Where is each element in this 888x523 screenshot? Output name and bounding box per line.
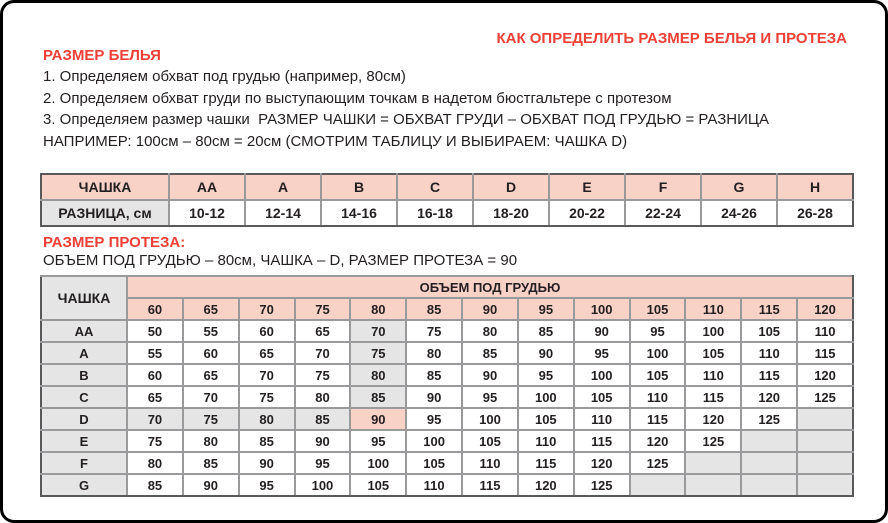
- difference-cell: 16-18: [397, 200, 473, 226]
- size-cell: 55: [127, 342, 183, 364]
- size-cell: 115: [685, 386, 741, 408]
- step-example: НАПРИМЕР: 100см – 80см = 20см (СМОТРИМ ТАБЛИЦУ И ВЫБИРАЕМ: ЧАШКА D): [43, 132, 628, 150]
- size-cell: 100: [630, 342, 686, 364]
- size-cell: 125: [685, 430, 741, 452]
- difference-cell: 14-16: [321, 200, 397, 226]
- size-cell: 65: [127, 386, 183, 408]
- volume-header-cell: 60: [127, 298, 183, 320]
- difference-cell: 26-28: [777, 200, 853, 226]
- size-cell: 80: [183, 430, 239, 452]
- size-cell: 110: [630, 386, 686, 408]
- cup-row-header: F: [41, 452, 127, 474]
- size-cell: 115: [741, 364, 797, 386]
- volume-header-cell: 70: [239, 298, 295, 320]
- size-cell: [741, 452, 797, 474]
- cup-header-label: ЧАШКА: [41, 174, 169, 200]
- step-2: 2. Определяем обхват груди по выступающим точкам в надетом бюстгальтере с протезом: [43, 89, 672, 107]
- size-cell: 85: [183, 452, 239, 474]
- difference-cell: 10-12: [169, 200, 245, 226]
- cup-difference-table: [40, 173, 854, 227]
- size-cell: 95: [295, 452, 351, 474]
- prosthesis-size-table: [40, 275, 854, 497]
- size-cell: 95: [518, 364, 574, 386]
- cup-row-header: A: [41, 342, 127, 364]
- table-row: [41, 386, 853, 408]
- size-cell: 100: [295, 474, 351, 496]
- size-cell: 85: [350, 386, 406, 408]
- cup-header-cell: D: [473, 174, 549, 200]
- size-cell: 80: [406, 342, 462, 364]
- size-cell: 105: [462, 430, 518, 452]
- difference-cell: 20-22: [549, 200, 625, 226]
- size-cell: 105: [574, 386, 630, 408]
- volume-header-cell: 110: [685, 298, 741, 320]
- size-cell: 115: [630, 408, 686, 430]
- size-cell: 105: [518, 408, 574, 430]
- size-cell: 75: [295, 364, 351, 386]
- size-cell: 65: [183, 364, 239, 386]
- cup-row-header: D: [41, 408, 127, 430]
- size-cell: 80: [462, 320, 518, 342]
- size-cell: 70: [239, 364, 295, 386]
- size-cell: 60: [127, 364, 183, 386]
- cup-header-cell: B: [321, 174, 397, 200]
- size-cell: 80: [295, 386, 351, 408]
- size-cell: 70: [295, 342, 351, 364]
- size-cell: 60: [239, 320, 295, 342]
- size-cell: 110: [462, 452, 518, 474]
- size-cell: [685, 474, 741, 496]
- size-cell: 115: [797, 342, 853, 364]
- volume-header-cell: 115: [741, 298, 797, 320]
- table-row: [41, 320, 853, 342]
- size-cell: 80: [239, 408, 295, 430]
- step-1: 1. Определяем обхват под грудью (например, 80см): [43, 68, 406, 85]
- size-cell: 90: [406, 386, 462, 408]
- size-cell: 115: [518, 452, 574, 474]
- size-cell: 70: [350, 320, 406, 342]
- size-cell: 90: [183, 474, 239, 496]
- volume-header-cell: 65: [183, 298, 239, 320]
- table-row: [41, 342, 853, 364]
- size-cell: 100: [685, 320, 741, 342]
- cup-header-cell: E: [549, 174, 625, 200]
- page-title: КАК ОПРЕДЕЛИТЬ РАЗМЕР БЕЛЬЯ И ПРОТЕЗА: [496, 30, 847, 47]
- size-cell: 90: [350, 408, 406, 430]
- size-cell: 95: [630, 320, 686, 342]
- size-cell: 100: [462, 408, 518, 430]
- cup-header-row: [41, 174, 853, 200]
- size-cell: 100: [350, 452, 406, 474]
- size-cell: 120: [797, 364, 853, 386]
- cup-header-cell: C: [397, 174, 473, 200]
- size-cell: 125: [630, 452, 686, 474]
- size-cell: 110: [518, 430, 574, 452]
- size-cell: 120: [574, 452, 630, 474]
- size-cell: 110: [797, 320, 853, 342]
- size-cell: 65: [239, 342, 295, 364]
- size-cell: 90: [462, 364, 518, 386]
- size-cell: 105: [685, 342, 741, 364]
- size-cell: 70: [183, 386, 239, 408]
- size-cell: 95: [239, 474, 295, 496]
- cup-row-header: E: [41, 430, 127, 452]
- volume-header-cell: 100: [574, 298, 630, 320]
- size-cell: 75: [127, 430, 183, 452]
- size-cell: 115: [462, 474, 518, 496]
- size-cell: 95: [462, 386, 518, 408]
- size-cell: 105: [630, 364, 686, 386]
- size-cell: [797, 452, 853, 474]
- size-cell: 90: [518, 342, 574, 364]
- volume-header-cell: 95: [518, 298, 574, 320]
- size-table-header-row: [41, 276, 853, 298]
- size-cell: 100: [518, 386, 574, 408]
- difference-cell: 24-26: [701, 200, 777, 226]
- volume-header-cell: 105: [630, 298, 686, 320]
- size-cell: 90: [574, 320, 630, 342]
- size-cell: 85: [127, 474, 183, 496]
- size-cell: 85: [518, 320, 574, 342]
- volume-header-row: [41, 298, 853, 320]
- volume-header-cell: 120: [797, 298, 853, 320]
- size-cell: 75: [350, 342, 406, 364]
- cup-row-header: B: [41, 364, 127, 386]
- size-cell: 80: [350, 364, 406, 386]
- size-cell: 110: [574, 408, 630, 430]
- cup-row-header: G: [41, 474, 127, 496]
- size-cell: 50: [127, 320, 183, 342]
- size-cell: 125: [797, 386, 853, 408]
- table-row: [41, 364, 853, 386]
- prosthesis-example-line: ОБЪЕМ ПОД ГРУДЬЮ – 80см, ЧАШКА – D, РАЗМЕР ПРОТЕЗА = 90: [43, 252, 518, 269]
- step-3: 3. Определяем размер чашки РАЗМЕР ЧАШКИ = ОБХВАТ ГРУДИ – ОБХВАТ ПОД ГРУДЬЮ = РАЗНИЦА: [43, 111, 770, 128]
- size-cell: 90: [295, 430, 351, 452]
- size-cell: [741, 430, 797, 452]
- prosthesis-size-heading: РАЗМЕР ПРОТЕЗА:: [43, 234, 186, 251]
- size-cell: 115: [574, 430, 630, 452]
- volume-span-header: ОБЪЕМ ПОД ГРУДЬЮ: [127, 276, 853, 298]
- size-cell: 100: [406, 430, 462, 452]
- difference-row-label: РАЗНИЦА, см: [41, 200, 169, 226]
- size-cell: 110: [685, 364, 741, 386]
- size-cell: 110: [741, 342, 797, 364]
- size-cell: [797, 474, 853, 496]
- size-cell: 55: [183, 320, 239, 342]
- size-cell: [630, 474, 686, 496]
- cup-column-header: ЧАШКА: [41, 276, 127, 320]
- volume-header-cell: 80: [350, 298, 406, 320]
- size-cell: 95: [406, 408, 462, 430]
- cup-row-header: C: [41, 386, 127, 408]
- size-cell: 105: [350, 474, 406, 496]
- size-cell: [741, 474, 797, 496]
- size-cell: 95: [350, 430, 406, 452]
- size-cell: 85: [295, 408, 351, 430]
- size-cell: 125: [741, 408, 797, 430]
- cup-header-cell: H: [777, 174, 853, 200]
- size-cell: 85: [462, 342, 518, 364]
- volume-header-cell: 75: [295, 298, 351, 320]
- size-cell: 75: [239, 386, 295, 408]
- size-cell: 80: [127, 452, 183, 474]
- size-cell: 100: [574, 364, 630, 386]
- difference-row: [41, 200, 853, 226]
- size-cell: [685, 452, 741, 474]
- size-cell: 85: [239, 430, 295, 452]
- size-cell: 120: [741, 386, 797, 408]
- size-cell: 125: [574, 474, 630, 496]
- size-cell: 120: [518, 474, 574, 496]
- size-cell: 105: [741, 320, 797, 342]
- size-cell: 110: [406, 474, 462, 496]
- table-row: [41, 452, 853, 474]
- size-cell: 85: [406, 364, 462, 386]
- cup-row-header: AA: [41, 320, 127, 342]
- cup-header-cell: AA: [169, 174, 245, 200]
- size-cell: 75: [183, 408, 239, 430]
- difference-cell: 22-24: [625, 200, 701, 226]
- size-cell: 70: [127, 408, 183, 430]
- size-cell: 95: [574, 342, 630, 364]
- size-cell: 60: [183, 342, 239, 364]
- size-cell: 90: [239, 452, 295, 474]
- table-row: [41, 474, 853, 496]
- lingerie-size-heading: РАЗМЕР БЕЛЬЯ: [43, 47, 161, 64]
- volume-header-cell: 85: [406, 298, 462, 320]
- size-cell: 65: [295, 320, 351, 342]
- size-cell: 120: [685, 408, 741, 430]
- difference-cell: 18-20: [473, 200, 549, 226]
- instruction-steps: [43, 66, 858, 152]
- size-cell: [797, 430, 853, 452]
- size-cell: 105: [406, 452, 462, 474]
- table-row: [41, 430, 853, 452]
- cup-header-cell: G: [701, 174, 777, 200]
- volume-header-cell: 90: [462, 298, 518, 320]
- cup-header-cell: A: [245, 174, 321, 200]
- cup-header-cell: F: [625, 174, 701, 200]
- size-cell: [797, 408, 853, 430]
- size-cell: 75: [406, 320, 462, 342]
- size-cell: 120: [630, 430, 686, 452]
- difference-cell: 12-14: [245, 200, 321, 226]
- table-row: [41, 408, 853, 430]
